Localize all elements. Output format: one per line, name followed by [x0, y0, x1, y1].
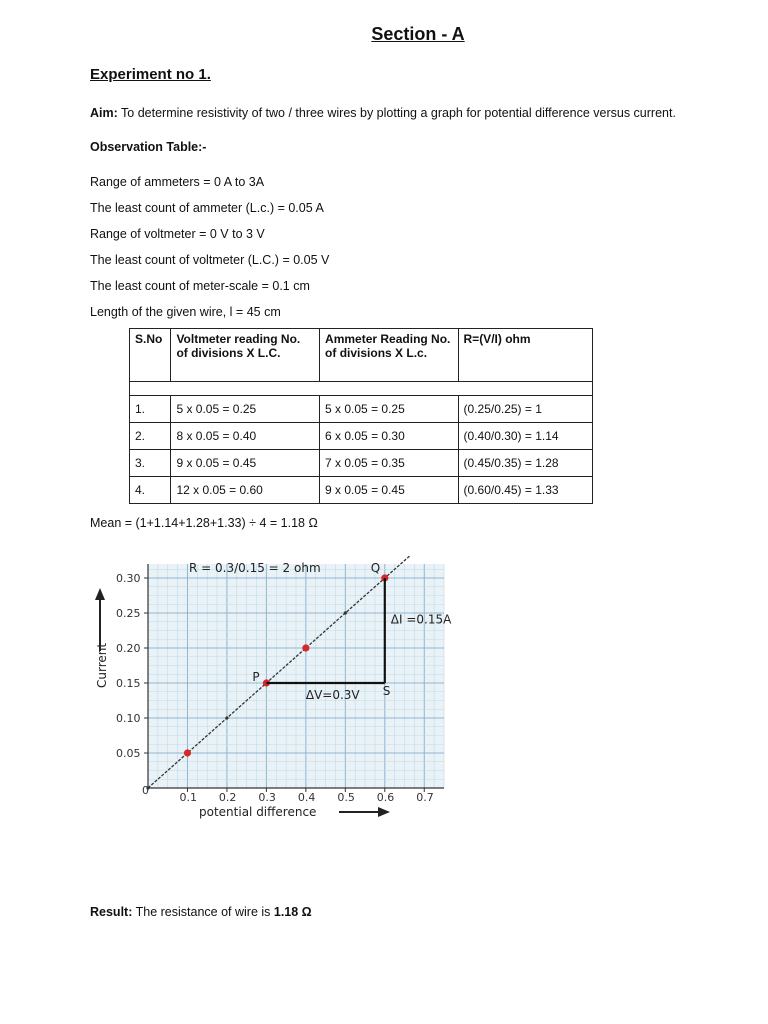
- highlight-point: [184, 749, 191, 756]
- table-cell: 1.: [130, 396, 171, 423]
- mean-line: Mean = (1+1.14+1.28+1.33) ÷ 4 = 1.18 Ω: [90, 516, 318, 530]
- table-cell: (0.40/0.30) = 1.14: [458, 423, 592, 450]
- spec-ammeter-lc: The least count of ammeter (L.c.) = 0.05 A: [90, 201, 324, 215]
- table-cell: (0.45/0.35) = 1.28: [458, 450, 592, 477]
- y-tick-label: 0.05: [116, 747, 141, 760]
- series-point: [344, 611, 347, 614]
- aim-label: Aim:: [90, 106, 118, 120]
- table-row: [130, 450, 593, 477]
- y-axis-label: Current: [95, 642, 109, 688]
- table-cell: 8 x 0.05 = 0.40: [171, 423, 320, 450]
- x-axis-label: potential difference: [199, 805, 317, 819]
- x-label-arrow-head: [378, 807, 390, 817]
- label-delta-v: ΔV=0.3V: [305, 688, 360, 702]
- table-cell: 9 x 0.05 = 0.45: [171, 450, 320, 477]
- x-tick-label: 0.3: [258, 791, 276, 804]
- aim-line: [90, 106, 676, 120]
- aim-text: To determine resistivity of two / three wires by plotting a graph for potential difference versus current.: [117, 106, 676, 120]
- table-cell: 9 x 0.05 = 0.45: [320, 477, 458, 504]
- highlight-point: [302, 644, 309, 651]
- result-value: 1.18 Ω: [273, 905, 312, 919]
- x-tick-label: 0.4: [297, 791, 316, 804]
- section-title: Section - A: [371, 24, 465, 44]
- y-tick-label: 0.15: [116, 677, 141, 690]
- table-cell: (0.60/0.45) = 1.33: [458, 477, 592, 504]
- table-cell: (0.25/0.25) = 1: [458, 396, 592, 423]
- x-tick-label: 0.7: [416, 791, 434, 804]
- experiment-title: Experiment no 1.: [90, 66, 211, 83]
- table-cell: 6 x 0.05 = 0.30: [320, 423, 458, 450]
- table-row: [130, 477, 593, 504]
- result-line: [90, 905, 312, 919]
- table-cell: 4.: [130, 477, 171, 504]
- table-spacer: [130, 382, 593, 396]
- y-tick-label: 0.10: [116, 712, 141, 725]
- y-tick-label: 0.20: [116, 642, 141, 655]
- table-header-row: [130, 329, 593, 382]
- label-point-p: P: [252, 670, 260, 684]
- graph-title: R = 0.3/0.15 = 2 ohm: [189, 561, 321, 575]
- x-tick-label: 0.2: [218, 791, 237, 804]
- result-text: The resistance of wire is: [132, 905, 274, 919]
- label-point-q: Q: [370, 561, 381, 575]
- result-label: Result:: [90, 905, 133, 919]
- x-tick-label: 0.6: [376, 791, 395, 804]
- x-tick-label: 0.5: [337, 791, 355, 804]
- table-cell: 5 x 0.05 = 0.25: [320, 396, 458, 423]
- spec-voltmeter-range: Range of voltmeter = 0 V to 3 V: [90, 227, 265, 241]
- spec-voltmeter-lc: The least count of voltmeter (L.C.) = 0.05 V: [90, 253, 330, 267]
- observation-table: [129, 328, 593, 504]
- table-cell: 3.: [130, 450, 171, 477]
- x-tick-label: 0.1: [179, 791, 197, 804]
- table-cell: 2.: [130, 423, 171, 450]
- series-point: [225, 716, 228, 719]
- table-header: Ammeter Reading No. of divisions X L.c.: [320, 329, 458, 382]
- table-row: [130, 396, 593, 423]
- y-tick-label: 0.30: [116, 572, 141, 585]
- y-tick-label: 0.25: [116, 607, 141, 620]
- spec-wire-length: Length of the given wire, l = 45 cm: [90, 305, 281, 319]
- table-spacer-row: [130, 382, 593, 396]
- table-cell: 5 x 0.05 = 0.25: [171, 396, 320, 423]
- spec-meter-scale-lc: The least count of meter-scale = 0.1 cm: [90, 279, 310, 293]
- table-cell: 7 x 0.05 = 0.35: [320, 450, 458, 477]
- table-header: R=(V/I) ohm: [458, 329, 592, 382]
- origin-label: 0: [142, 784, 149, 797]
- label-delta-i: ΔI =0.15A: [390, 612, 452, 627]
- table-cell: 12 x 0.05 = 0.60: [171, 477, 320, 504]
- y-label-arrow-head: [95, 588, 105, 600]
- table-header: S.No: [130, 329, 171, 382]
- spec-ammeter-range: Range of ammeters = 0 A to 3A: [90, 175, 265, 189]
- table-header: Voltmeter reading No. of divisions X L.C.: [171, 329, 320, 382]
- observation-heading: Observation Table:-: [90, 140, 207, 154]
- graph-grid: [148, 564, 444, 788]
- vi-graph: [84, 556, 464, 826]
- table-row: [130, 423, 593, 450]
- label-point-s: S: [382, 684, 391, 698]
